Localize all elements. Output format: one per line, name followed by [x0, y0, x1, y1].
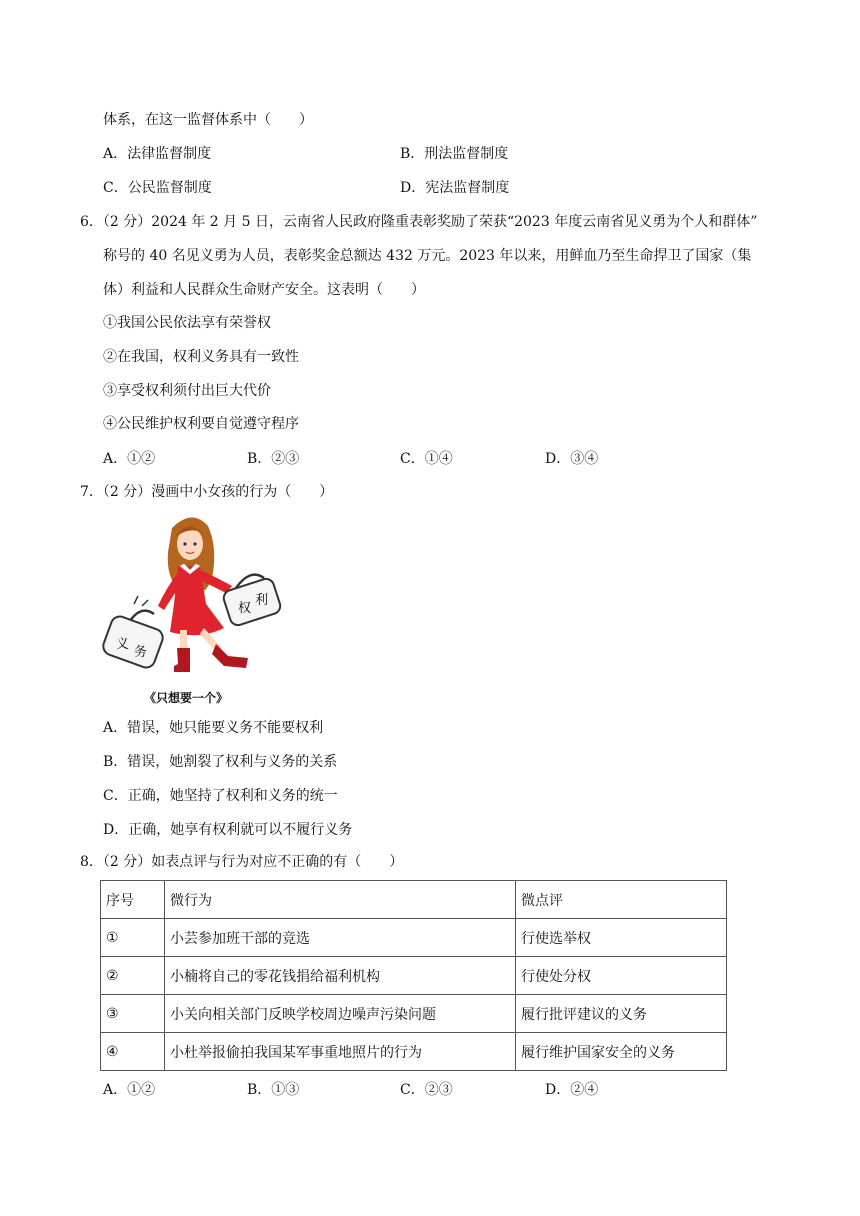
- q8-option-a: A．①②: [103, 1082, 156, 1098]
- q8-table: [100, 880, 727, 1071]
- q8-option-c: C．②③: [400, 1082, 453, 1098]
- row-index: ③: [101, 995, 165, 1033]
- row-index: ②: [101, 957, 165, 995]
- row-behavior: 小杜举报偷拍我国某军事重地照片的行为: [165, 1033, 516, 1071]
- q6-item-4: ④公民维护权利要自觉遵守程序: [103, 416, 299, 432]
- right-boot-shape: [212, 644, 248, 668]
- row-index: ④: [101, 1033, 165, 1071]
- q6-option-b: B．②③: [247, 451, 300, 467]
- q5-option-c: C．公民监督制度: [103, 180, 212, 196]
- rights-bag-char-2: 利: [255, 593, 269, 608]
- obligations-bag-char-2: 务: [134, 645, 148, 660]
- row-comment: 行使选举权: [516, 919, 727, 957]
- q6-option-c: C．①④: [400, 451, 453, 467]
- q7-option-b: B．错误，她割裂了权利与义务的关系: [103, 754, 338, 770]
- rights-bag-icon: [222, 575, 283, 627]
- q6-item-1: ①我国公民依法享有荣誉权: [103, 315, 271, 331]
- header-index: 序号: [101, 881, 165, 919]
- obligations-bag-char-1: 义: [116, 637, 130, 652]
- rights-bag-char-1: 权: [238, 601, 252, 616]
- header-comment: 微点评: [516, 881, 727, 919]
- left-boot-shape: [174, 648, 190, 672]
- table-row: [101, 919, 727, 957]
- row-behavior: 小芸参加班干部的竞选: [165, 919, 516, 957]
- table-row: [101, 995, 727, 1033]
- q6-stem-line2: 称号的 40 名见义勇为人员，表彰奖金总额达 432 万元。2023 年以来，用鲜血乃至生命捍卫了国家（集: [103, 248, 752, 264]
- obligations-bag-icon: [101, 596, 165, 670]
- q5-option-b: B．刑法监督制度: [400, 146, 509, 162]
- q7-option-a: A．错误，她只能要义务不能要权利: [103, 720, 324, 736]
- q6-option-d: D．③④: [545, 451, 599, 467]
- row-behavior: 小关向相关部门反映学校周边噪声污染问题: [165, 995, 516, 1033]
- q8-option-d: D．②④: [545, 1082, 599, 1098]
- row-comment: 行使处分权: [516, 957, 727, 995]
- cartoon-caption: 《只想要一个》: [144, 691, 229, 705]
- q5-stem-continuation: 体系，在这一监督体系中（ ）: [103, 112, 313, 128]
- row-comment: 履行批评建议的义务: [516, 995, 727, 1033]
- table-header-row: [101, 881, 727, 919]
- header-behavior: 微行为: [165, 881, 516, 919]
- q7-stem: 7．（2 分）漫画中小女孩的行为（ ）: [80, 484, 334, 500]
- row-index: ①: [101, 919, 165, 957]
- q8-stem: 8．（2 分）如表点评与行为对应不正确的有（ ）: [80, 854, 404, 870]
- q6-option-a: A．①②: [103, 451, 156, 467]
- table-row: [101, 957, 727, 995]
- q6-item-3: ③享受权利须付出巨大代价: [103, 383, 271, 399]
- q7-option-d: D．正确，她享有权利就可以不履行义务: [103, 822, 353, 838]
- q6-item-2: ②在我国，权利义务具有一致性: [103, 349, 299, 365]
- q5-option-d: D．宪法监督制度: [400, 180, 510, 196]
- q6-stem-line1: 6．（2 分）2024 年 2 月 5 日，云南省人民政府隆重表彰奖励了荣获“2023 年度云南省见义勇为个人和群体”: [80, 214, 758, 230]
- cartoon-girl-with-bags: [100, 508, 290, 708]
- row-behavior: 小楠将自己的零花钱捐给福利机构: [165, 957, 516, 995]
- q7-option-c: C．正确，她坚持了权利和义务的统一: [103, 788, 338, 804]
- q8-option-b: B．①③: [247, 1082, 300, 1098]
- q5-option-a: A．法律监督制度: [103, 146, 212, 162]
- table-row: [101, 1033, 727, 1071]
- q6-stem-line3: 体）利益和人民群众生命财产安全。这表明（ ）: [103, 282, 425, 298]
- row-comment: 履行维护国家安全的义务: [516, 1033, 727, 1071]
